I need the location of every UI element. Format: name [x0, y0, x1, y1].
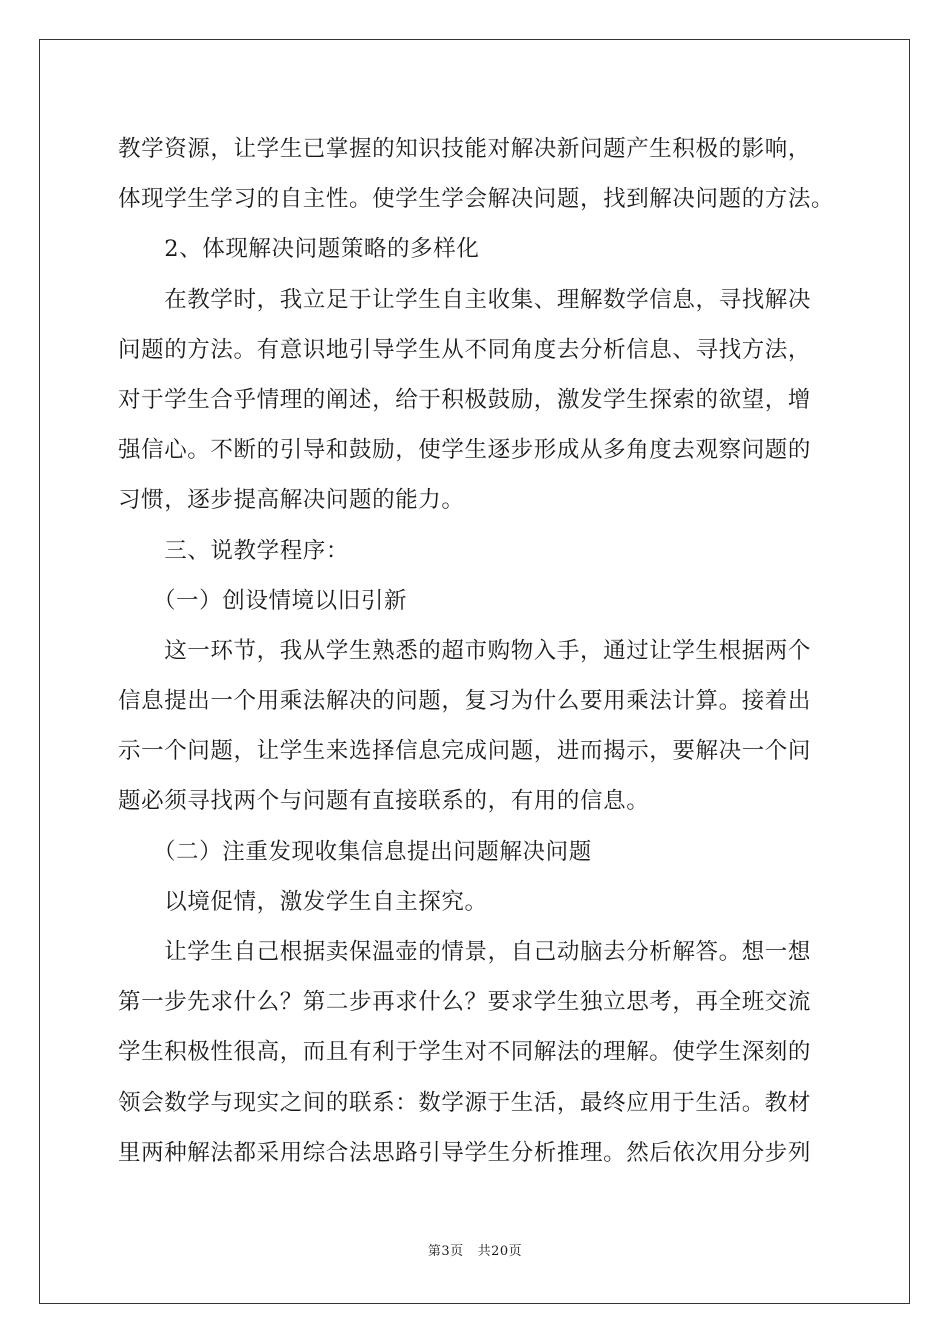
text-line: （二）注重发现收集信息提出问题解决问题 [118, 838, 592, 865]
text-line: 强信心。不断的引导和鼓励，使学生逐步形成从多角度去观察问题的 [118, 437, 812, 464]
text-line: 里两种解法都采用综合法思路引导学生分析推理。然后依次用分步列 [118, 1139, 812, 1166]
text-line: 以境促情，激发学生自主探究。 [118, 888, 488, 915]
text-line: 习惯，逐步提高解决问题的能力。 [118, 487, 465, 514]
text-line: 对于学生合乎情理的阐述，给于积极鼓励，激发学生探索的欲望，增 [118, 386, 812, 413]
text-line: 问题的方法。有意识地引导学生从不同角度去分析信息、寻找方法， [118, 336, 812, 363]
text-line: 信息提出一个用乘法解决的问题，复习为什么要用乘法计算。接着出 [118, 688, 812, 715]
text-line: 示一个问题，让学生来选择信息完成问题，进而揭示，要解决一个问 [118, 738, 812, 765]
text-line: 让学生自己根据卖保温壶的情景，自己动脑去分析解答。想一想 [118, 939, 812, 965]
text-line: 第一步先求什么？第二步再求什么？要求学生独立思考，再全班交流 [118, 989, 812, 1016]
text-line: 体现学生学习的自主性。使学生学会解决问题，找到解决问题的方法。 [118, 186, 835, 213]
text-line: 题必须寻找两个与问题有直接联系的，有用的信息。 [118, 788, 650, 815]
text-line: 领会数学与现实之间的联系：数学源于生活，最终应用于生活。教材 [118, 1089, 812, 1116]
text-line: 2、体现解决问题策略的多样化 [118, 236, 480, 263]
text-line: 教学资源，让学生已掌握的知识技能对解决新问题产生积极的影响， [118, 136, 812, 162]
text-line: 在教学时，我立足于让学生自主收集、理解数学信息，寻找解决 [118, 286, 812, 313]
text-line: 这一环节，我从学生熟悉的超市购物入手，通过让学生根据两个 [118, 637, 812, 664]
text-line: （一）创设情境以旧引新 [118, 587, 408, 614]
text-line: 三、说教学程序： [118, 537, 350, 564]
current-page-label: 第3页 [427, 1244, 464, 1259]
page-footer [0, 1240, 950, 1259]
document-body [118, 124, 846, 1178]
text-line: 学生积极性很高，而且有利于学生对不同解法的理解。使学生深刻的 [118, 1039, 812, 1066]
total-pages-label: 共20页 [477, 1244, 523, 1259]
